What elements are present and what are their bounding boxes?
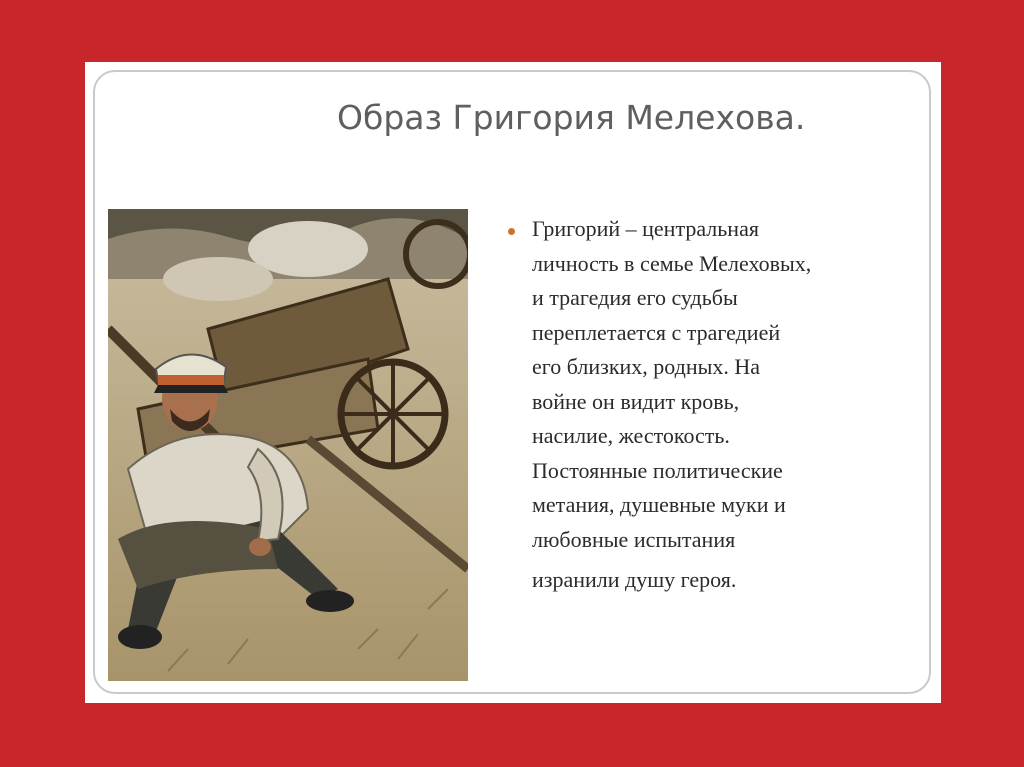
bullet-line: насилие, жестокость. bbox=[532, 423, 730, 448]
bullet-line: личность в семье Мелеховых, bbox=[532, 250, 812, 276]
bullet-line: войне он видит кровь, bbox=[532, 388, 740, 414]
slide-title: Образ Григория Мелехова. bbox=[337, 98, 806, 137]
bullet-line: его близких, родных. На bbox=[532, 354, 761, 379]
bullet-dot-icon bbox=[508, 228, 515, 235]
slide bbox=[85, 62, 941, 703]
bullet-line: любовные испытания bbox=[532, 526, 736, 552]
bullet-line: изранили душу героя. bbox=[532, 567, 737, 592]
painting-illustration bbox=[108, 209, 468, 681]
bullet-line: и трагедия его судьбы bbox=[532, 285, 738, 310]
bullet-line: Григорий – центральная bbox=[532, 216, 759, 241]
bullet-line: переплетается с трагедией bbox=[532, 319, 781, 345]
bullet-line: метания, душевные муки и bbox=[532, 492, 786, 517]
bullet-paragraph bbox=[532, 212, 922, 598]
illustration-image bbox=[108, 209, 468, 681]
bullet-line: Постоянные политические bbox=[532, 457, 783, 483]
